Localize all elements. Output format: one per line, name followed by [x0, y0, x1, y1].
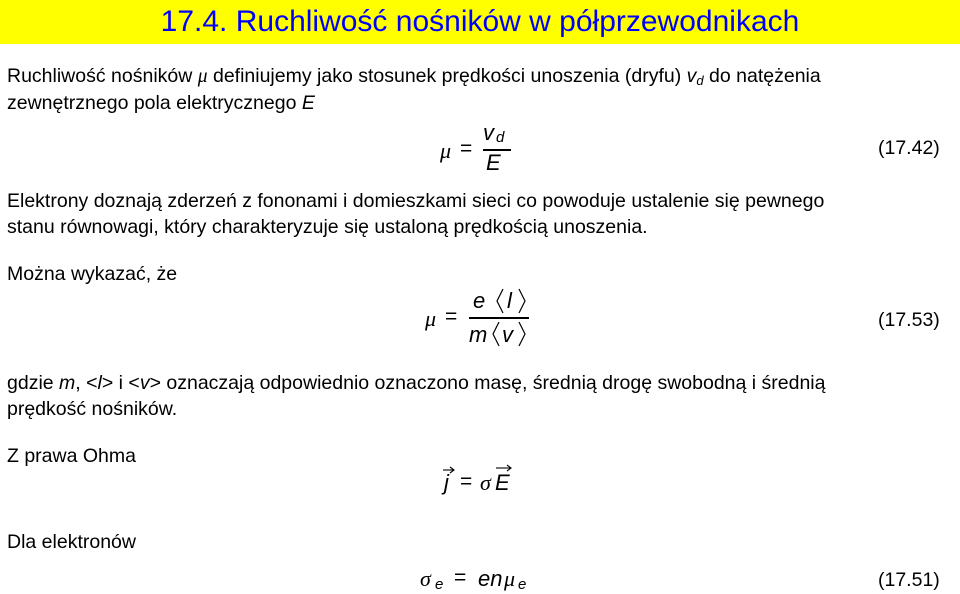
text: do natężenia: [709, 65, 821, 87]
equals-sign: =: [454, 566, 467, 589]
e-symbol: e: [473, 288, 486, 313]
text: gdzie: [7, 372, 54, 394]
e-subscript: e: [435, 576, 444, 593]
mu-symbol: μ: [504, 566, 516, 591]
v-symbol: v: [502, 322, 513, 347]
text: zewnętrznego pola elektrycznego: [7, 92, 297, 114]
text: Ruchliwość nośników: [7, 65, 193, 87]
v-symbol: v: [483, 120, 494, 145]
paragraph-collisions-line1: Elektrony doznają zderzeń z fononami i domieszkami sieci co powoduje ustalenie się pewnego: [7, 190, 825, 212]
paragraph-electrons: Dla elektronów: [7, 531, 136, 553]
m-symbol: m: [59, 372, 76, 394]
text: > i <: [101, 372, 140, 394]
fraction-line: [469, 317, 529, 319]
paragraph-ohm: Z prawa Ohma: [7, 445, 136, 467]
paragraph-can-show: Można wykazać, że: [7, 263, 178, 285]
equals-sign: =: [460, 470, 473, 493]
j-symbol: j: [444, 470, 449, 495]
v-symbol: v: [139, 372, 150, 394]
equation-number: (17.53): [878, 309, 940, 331]
mu-symbol: μ: [440, 138, 452, 163]
sigma-symbol: σ: [480, 470, 491, 495]
m-symbol: m: [469, 322, 488, 347]
paragraph-where-line1: [7, 370, 957, 396]
equation-number: (17.42): [878, 137, 940, 159]
equation-number: (17.51): [878, 569, 940, 591]
equation-17-53: [425, 286, 545, 356]
text: definiujemy jako stosunek prędkości unoszenia (dryfu): [212, 65, 682, 87]
l-symbol: l: [507, 288, 512, 313]
page-title: 17.4. Ruchliwość nośników w półprzewodnikach: [160, 5, 800, 38]
equals-sign: =: [460, 137, 473, 160]
v-symbol: v: [686, 65, 697, 87]
d-subscript: d: [496, 129, 505, 146]
e-subscript: e: [518, 576, 527, 593]
text: > oznaczają odpowiednio oznaczono masę, średnią drogę swobodną i średnią: [149, 372, 826, 394]
equals-sign: =: [445, 305, 458, 328]
E-symbol: E: [301, 92, 315, 114]
en-symbol: en: [478, 566, 503, 591]
mu-symbol: μ: [425, 306, 437, 331]
equation-ohm: [440, 462, 540, 502]
sigma-symbol: σ: [420, 566, 431, 591]
equation-17-42: [440, 120, 540, 176]
text: , <: [75, 372, 98, 394]
l-symbol: l: [97, 372, 102, 394]
mu-symbol: μ: [197, 66, 208, 87]
paragraph-definition-line2: [7, 90, 957, 116]
d-subscript: d: [696, 73, 704, 88]
E-symbol: E: [486, 150, 501, 175]
paragraph-where-line2: prędkość nośników.: [7, 398, 178, 420]
paragraph-collisions-line2: stanu równowagi, który charakteryzuje się ustaloną prędkością unoszenia.: [7, 216, 648, 238]
E-symbol: E: [495, 470, 510, 495]
equation-17-51: [420, 566, 560, 594]
